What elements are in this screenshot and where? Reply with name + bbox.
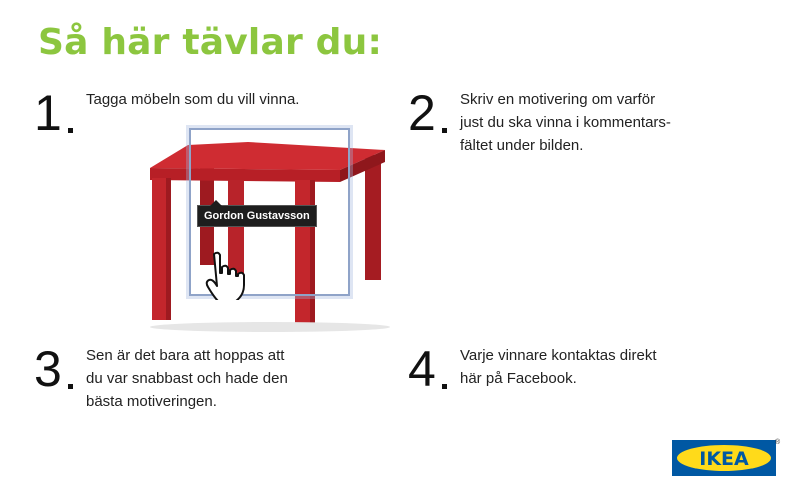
step-number-dot <box>442 128 447 133</box>
step-text <box>460 344 657 390</box>
step-line: Skriv en motivering om varför <box>460 91 656 108</box>
step-line: just du ska vinna i kommentars- <box>460 114 671 131</box>
step-number: 2 <box>408 85 436 141</box>
step-line: Tagga möbeln som du vill vinna. <box>86 91 300 108</box>
step-line: här på Facebook. <box>460 370 577 387</box>
logo-text: IKEA <box>699 448 749 470</box>
step-text <box>460 88 671 157</box>
step-line: du var snabbast och hade den <box>86 370 288 387</box>
step-line: fältet under bilden. <box>460 137 584 154</box>
step-number-dot <box>442 384 447 389</box>
step-number: 3 <box>34 341 62 397</box>
ikea-logo <box>672 440 776 476</box>
registered-mark: ® <box>775 439 781 446</box>
step-number: 4 <box>408 341 436 397</box>
photo-tag-label: Gordon Gustavsson <box>197 205 317 227</box>
step-number-dot <box>68 128 73 133</box>
step-text <box>86 88 299 111</box>
step-line: Sen är det bara att hoppas att <box>86 347 285 364</box>
step-number-dot <box>68 384 73 389</box>
step-line: Varje vinnare kontaktas direkt <box>460 347 657 364</box>
pointer-hand-icon <box>200 250 248 300</box>
step-line: bästa motiveringen. <box>86 393 217 410</box>
step-text <box>86 344 288 413</box>
step-number: 1 <box>34 85 62 141</box>
page-title: Så här tävlar du: <box>38 22 383 63</box>
